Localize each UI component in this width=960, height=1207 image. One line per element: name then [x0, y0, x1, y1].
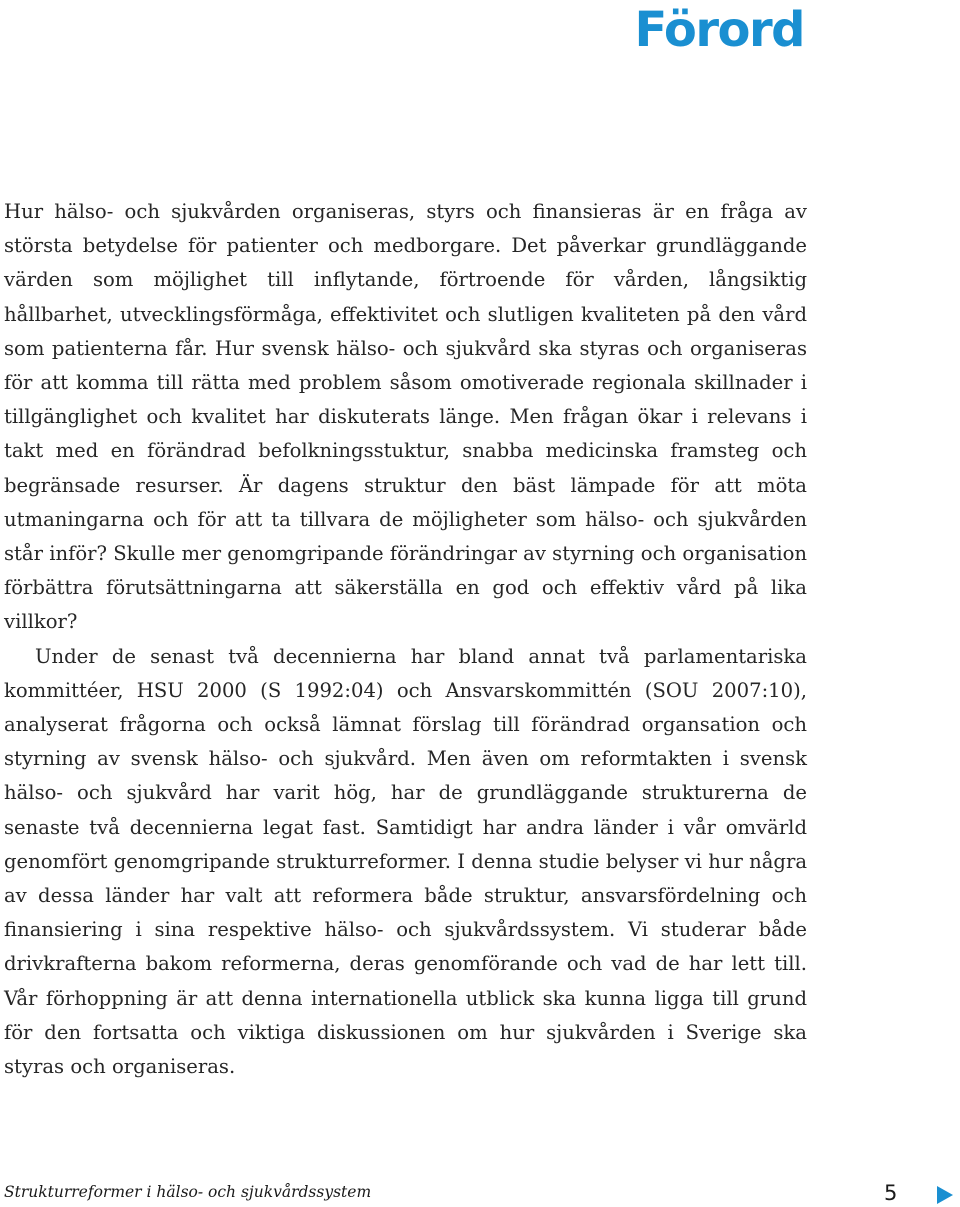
- paragraph-1: Hur hälso- och sjukvården organiseras, styrs och finansieras är en fråga av största betydelse för patienter och medborgare. Det påverkar grundläggande värden som möjlighet till inflytande, förtroende för vården, långsiktig hållbarhet, utvecklingsförmåga, effektivitet och slutligen kvaliteten på den vård som patienterna får. Hur svensk hälso- och sjukvård ska styras och organiseras för att komma till rätta med problem såsom omotiverade regionala skillnader i tillgänglighet och kvalitet har diskuterats länge. Men frågan ökar i relevans i takt med en förändrad befolkningsstuktur, snabba medicinska framsteg och begränsade resurser. Är dagens struktur den bäst lämpade för att möta utmaningarna och för att ta tillvara de möjligheter som hälso- och sjukvården står inför? Skulle mer genomgripande förändringar av styrning och organisation förbättra förutsättningarna att säkerställa en god och effektiv vård på lika villkor?: [4, 200, 807, 634]
- next-page-arrow-icon[interactable]: [937, 1186, 953, 1204]
- page-title: Förord: [634, 2, 804, 58]
- footer-document-title: Strukturreformer i hälso- och sjukvårdssystem: [4, 1183, 372, 1201]
- page-number: 5: [884, 1181, 898, 1205]
- body-text: [4, 195, 807, 1084]
- paragraph-2: Under de senast två decennierna har bland annat två parlamentariska kommittéer, HSU 2000 (S 1992:04) och Ansvarskommittén (SOU 2007:10), analyserat frågorna och också lämnat förslag till förändrad organsation och styrning av svensk hälso- och sjukvård. Men även om reformtakten i svensk hälso- och sjukvård har varit hög, har de grundläggande strukturerna de senaste två decennierna legat fast. Samtidigt har andra länder i vår omvärld genomfört genomgripande strukturreformer. I denna studie belyser vi hur några av dessa länder har valt att reformera både struktur, ansvarsfördelning och finansiering i sina respektive hälso- och sjukvårdssystem. Vi studerar både drivkrafterna bakom reformerna, deras genomförande och vad de har lett till. Vår förhoppning är att denna internationella utblick ska kunna ligga till grund för den fortsatta och viktiga diskussionen om hur sjukvården i Sverige ska styras och organiseras.: [4, 644, 807, 1079]
